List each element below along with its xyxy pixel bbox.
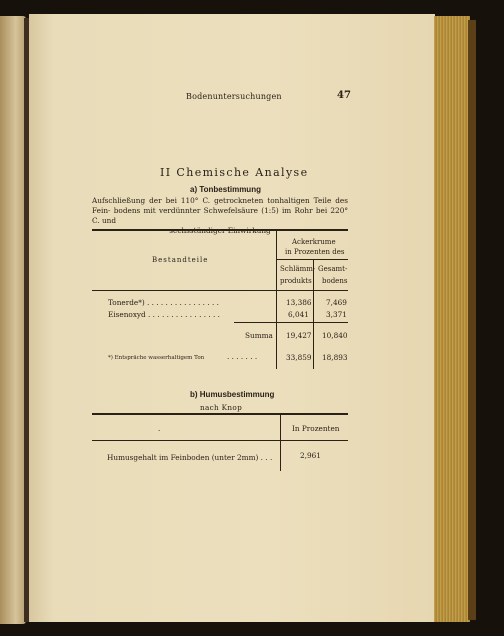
table-cell: 7,469 <box>326 298 347 307</box>
running-title: Bodenuntersuchungen <box>186 92 282 101</box>
table-row-label: Eisenoxyd . . . . . . . . . . . . . . . . <box>108 310 220 319</box>
paragraph-line: Aufschließung der bei 110° C. getrockneten tonhaltigen Teile des Fein- <box>92 196 348 215</box>
table2-row-label: Humusgehalt im Feinboden (unter 2mm) . . . <box>107 453 273 462</box>
paragraph-line: bodens mit verdünnter Schwefelsäure (1:5) im Rohr bei 220° C. und <box>92 206 348 225</box>
col-header-gesamt-1: Gesamt- <box>318 265 348 273</box>
col-header-schlaemm-1: Schlämm- <box>280 265 316 273</box>
col-header-schlaemm-2: produkts <box>280 277 312 285</box>
footnote-value-2: 18,893 <box>322 353 348 362</box>
subsection-b-title: b) Humusbestimmung <box>190 390 275 399</box>
table2-divider <box>280 415 281 471</box>
summa-value-1: 19,427 <box>286 331 312 340</box>
table2-row-value: 2,961 <box>300 451 321 460</box>
table1-top-rule <box>92 229 348 231</box>
table-cell: 6,041 <box>288 310 309 319</box>
table2-header-rule <box>92 440 348 441</box>
summa-label: Summa <box>245 331 273 340</box>
table-cell: 13,386 <box>286 298 312 307</box>
book-cover-edge <box>468 20 476 620</box>
subsection-a-title: a) Tonbestimmung <box>190 185 261 194</box>
footnote-dots: . . . . . . . <box>227 352 258 361</box>
table2-top-rule <box>92 413 348 415</box>
table-cell: 3,371 <box>326 310 347 319</box>
group-header-line2: in Prozenten des <box>285 248 345 256</box>
table2-header-dot: . <box>158 424 161 433</box>
table2-col-header: In Prozenten <box>292 424 340 433</box>
page-number: 47 <box>337 90 351 101</box>
group-header-line1: Ackerkrume <box>292 238 336 246</box>
table1-divider-main <box>276 231 277 291</box>
footnote-value-1: 33,859 <box>286 353 312 362</box>
table1-col-divider-body <box>313 291 314 369</box>
page-stack-edge <box>434 16 470 622</box>
summa-value-2: 10,840 <box>322 331 348 340</box>
footnote: *) Entspräche wasserhaltigem Ton <box>108 355 205 361</box>
subsection-b-subtitle: nach Knop <box>200 403 243 412</box>
left-page-edge <box>0 16 26 624</box>
summa-rule <box>234 322 348 323</box>
col-header-gesamt-2: bodens <box>322 277 348 285</box>
book-page <box>29 14 435 622</box>
table-row-label: Tonerde*) . . . . . . . . . . . . . . . . <box>108 298 219 307</box>
table1-header-rule <box>92 290 348 291</box>
row-header-bestandteile: Bestandteile <box>152 256 209 264</box>
section-title: II Chemische Analyse <box>160 166 309 179</box>
paragraph-line <box>92 226 348 236</box>
table1-divider-body <box>276 291 277 369</box>
